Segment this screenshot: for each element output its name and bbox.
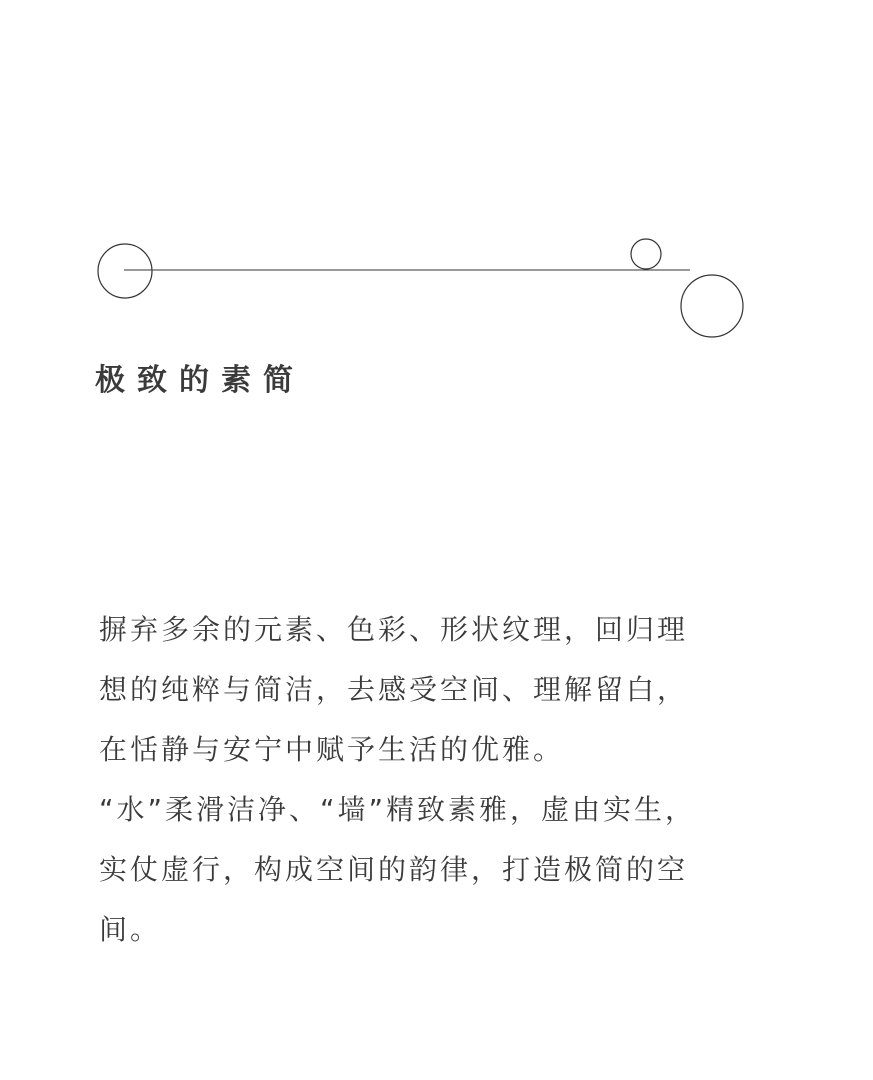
left-circle-icon	[98, 244, 152, 298]
small-circle-icon	[631, 239, 661, 269]
section-title: 极致的素简	[95, 363, 305, 398]
paragraph-1: 摒弃多余的元素、色彩、形状纹理，回归理想的纯粹与简洁，去感受空间、理解留白，在恬静与安宁中赋予生活的优雅。	[99, 613, 689, 766]
large-circle-icon	[681, 275, 743, 337]
body-text	[99, 600, 709, 960]
paragraph-2: “水”柔滑洁净、“墙”精致素雅，虚由实生，实仗虚行，构成空间的韵律，打造极简的空间。	[99, 793, 697, 946]
